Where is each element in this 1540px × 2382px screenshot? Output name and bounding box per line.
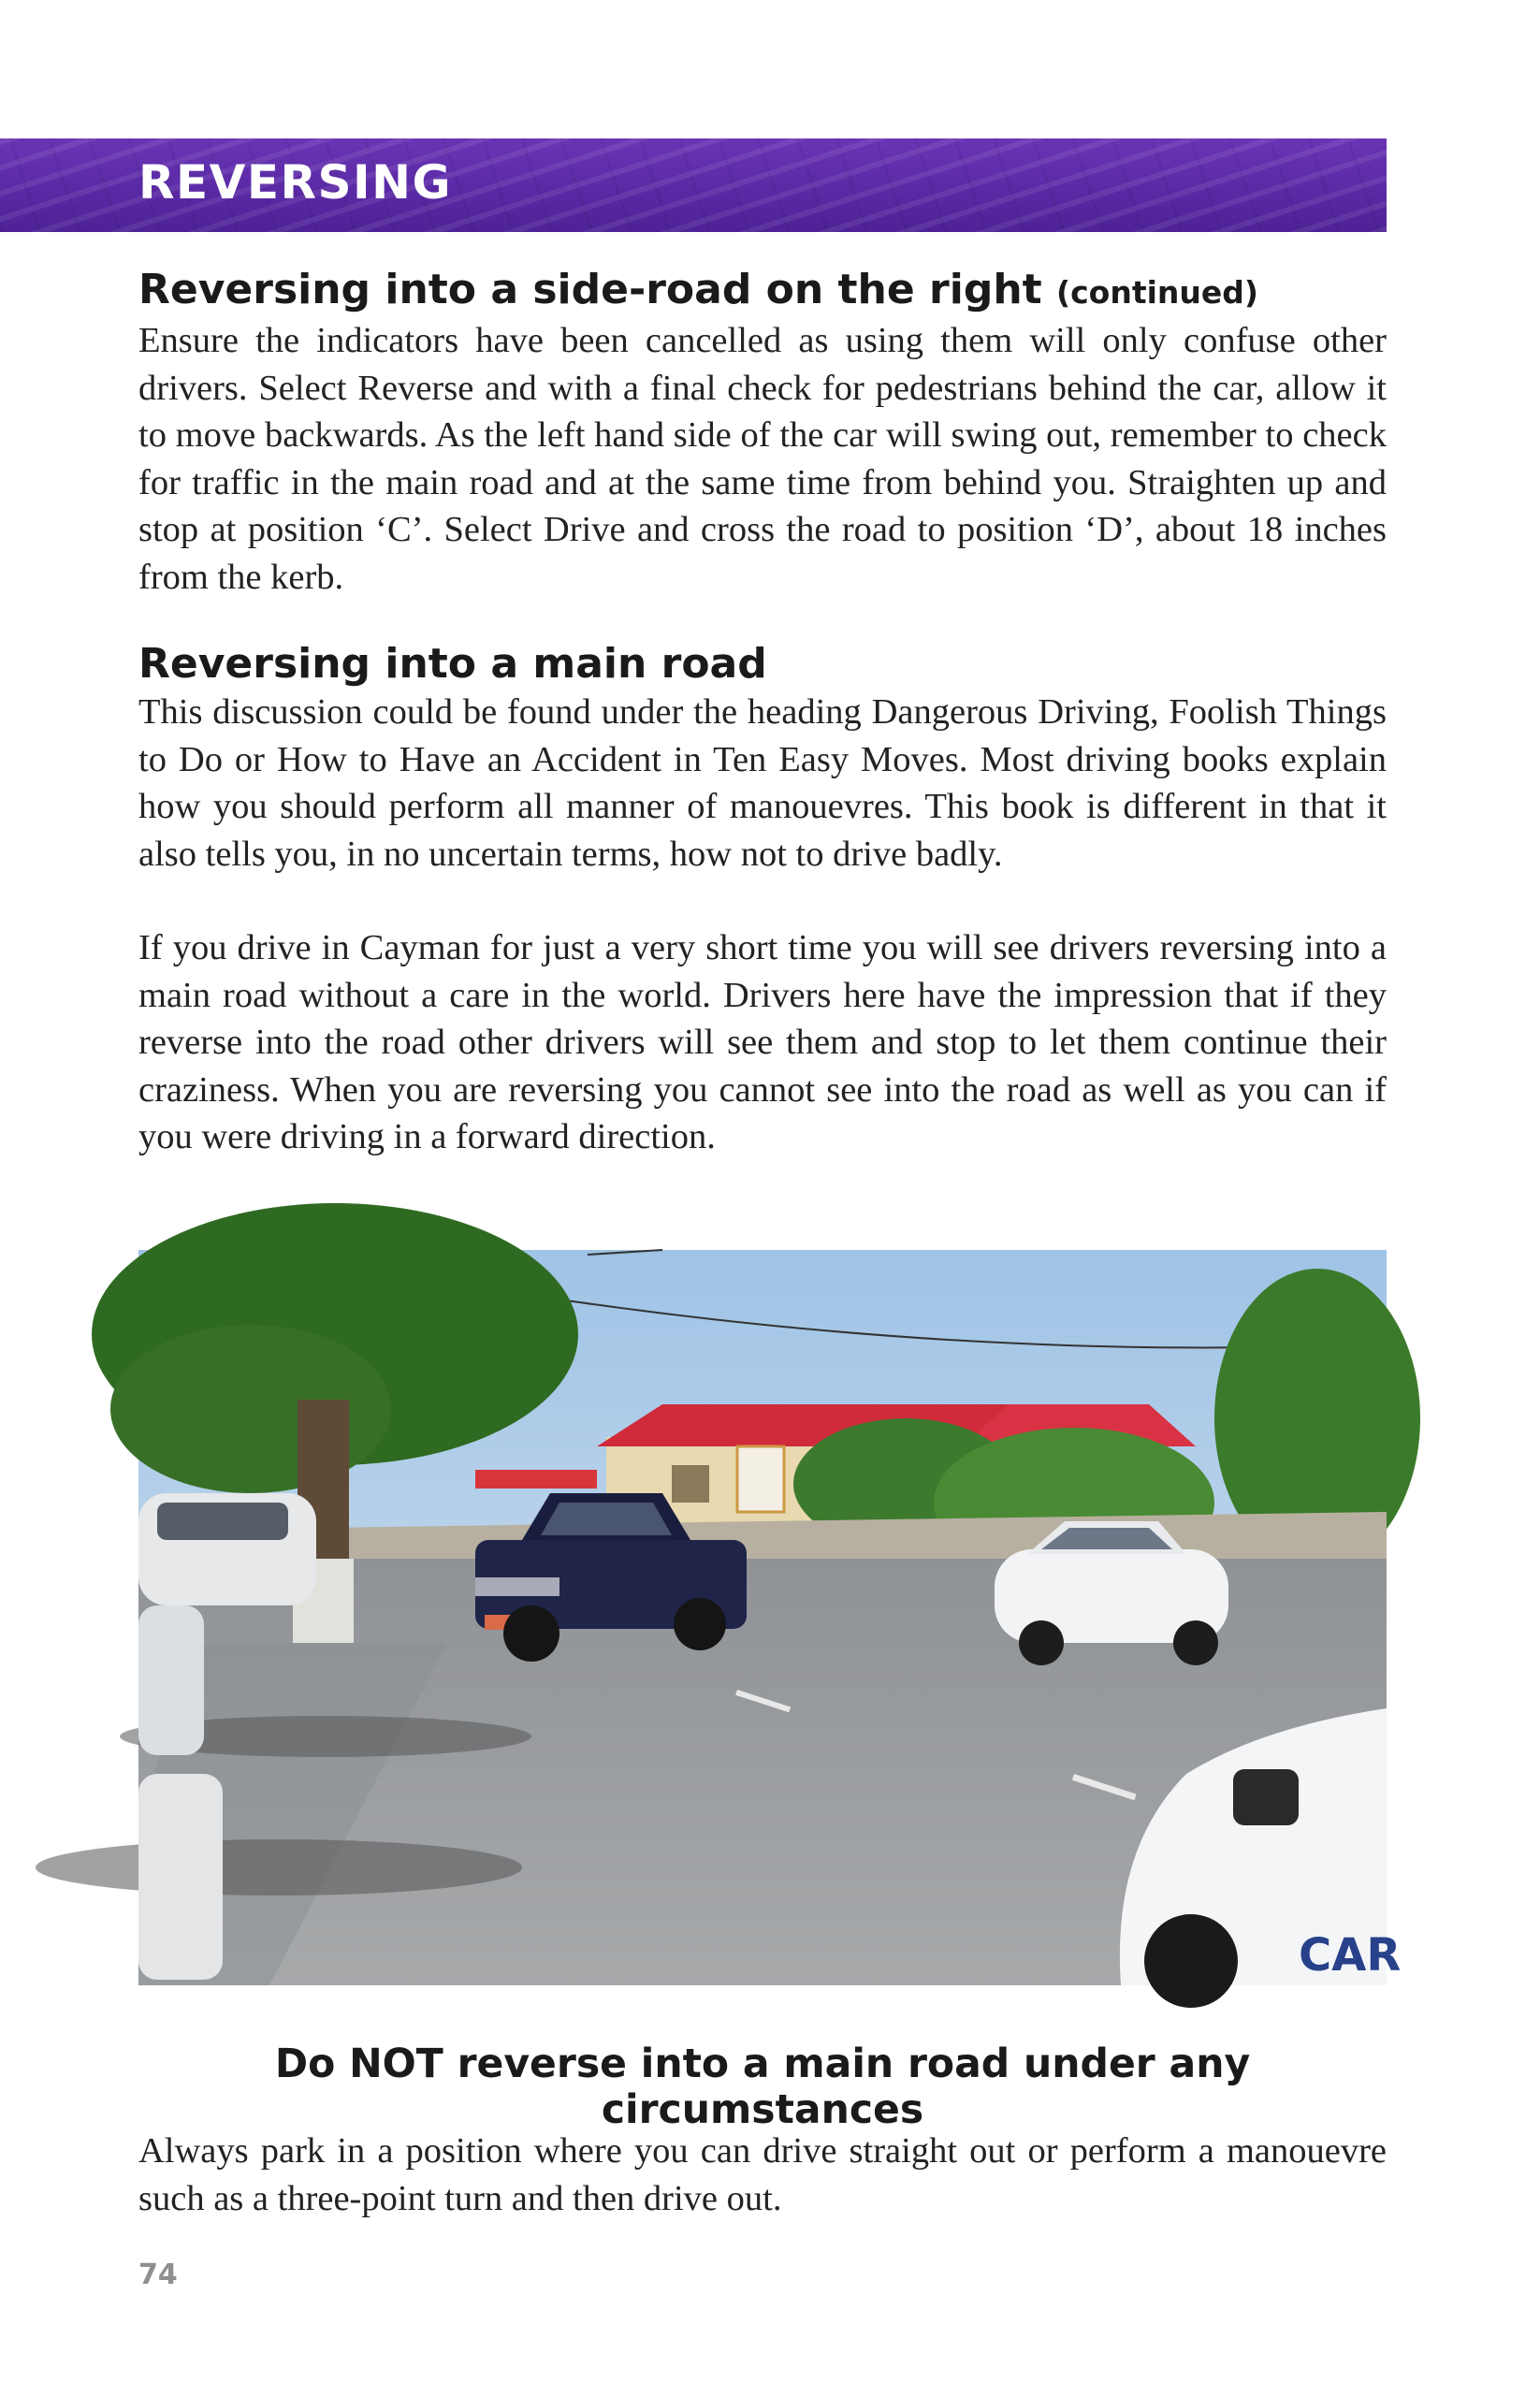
paragraph-closing: Always park in a position where you can drive straight out or perform a manouevre such as a three-point turn and then drive out.: [138, 2131, 1387, 2218]
sign-text: CAR: [1299, 1929, 1402, 1982]
heading-main-road: Reversing into a main road: [138, 640, 767, 688]
section-banner: [0, 138, 1387, 232]
photo-caption: Do NOT reverse into a main road under any circumstances: [274, 2041, 1251, 2133]
page-number: 74: [138, 2259, 178, 2291]
paragraph-main-road-1: This discussion could be found under the heading Dangerous Driving, Foolish Things to Do or How to Have an Accident in Ten Easy Moves. Most driving books explain how you should perform all manner of manouevres. This book is different in that it also tells you, in no uncertain terms, how not to drive badly.: [138, 692, 1387, 874]
street-scene-illustration: [138, 1250, 1402, 1985]
section-main-road: [138, 640, 1387, 1161]
heading-text: Reversing into a side-road on the right: [138, 266, 1042, 313]
paragraph-main-road-2: If you drive in Cayman for just a very short time you will see drivers reversing into a main road without a care in the world. Drivers here have the impression that if they reverse into the road other drivers will see them and stop to let them continue their craziness. When you are reversing you cannot see into the road as well as you can if you were driving in a forward direction.: [138, 928, 1387, 1156]
closing-section: [138, 2128, 1387, 2222]
heading-side-road: [138, 266, 1387, 317]
section-title: REVERSING: [138, 155, 453, 210]
section-side-road: [138, 266, 1387, 601]
paragraph-side-road: Ensure the indicators have been cancelled as using them will only confuse other drivers. Select Reverse and with a final check for pedestrians behind the car, allow it to move backwards. As the left hand side of the car will swing out, remember to check for traffic in the main road and at the same time from behind you. Straighten up and stop at position ‘C’. Select Drive and cross the road to position ‘D’, about 18 inches from the kerb.: [138, 321, 1387, 597]
heading-continued: (continued): [1056, 274, 1258, 311]
street-photo: [138, 1250, 1402, 1985]
